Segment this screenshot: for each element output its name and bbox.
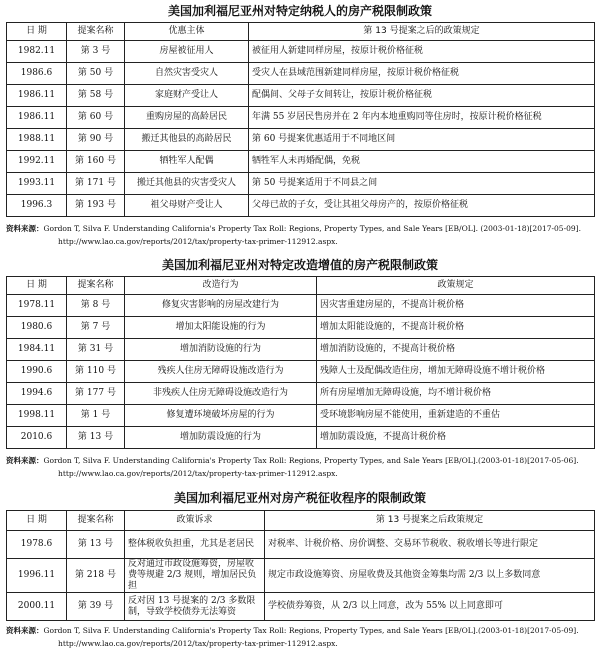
table2-cell: 第 13 号 (67, 427, 125, 449)
table2-source (6, 454, 596, 480)
table1-cell: 自然灾害受灾人 (125, 63, 249, 85)
table1-row (7, 129, 595, 151)
table3-header-proposal: 提案名称 (67, 511, 125, 531)
table1-cell: 1986.6 (7, 63, 67, 85)
table2-row (7, 339, 595, 361)
table3-cell: 2000.11 (7, 593, 67, 621)
table1-header-proposal: 提案名称 (67, 23, 125, 41)
table2-row (7, 317, 595, 339)
table1-cell: 房屋被征用人 (125, 41, 249, 63)
table1-cell: 家庭财产受让人 (125, 85, 249, 107)
table2-cell: 所有房屋增加无障碍设施，均不增计税价格 (317, 383, 595, 405)
table3-cell: 反对通过市政设施筹资，房屋收费等规避 2/3 规则，增加居民负担 (125, 559, 265, 593)
table1-source-line2: http://www.lao.ca.gov/reports/2012/tax/property-tax-primer-112912.aspx. (58, 237, 338, 246)
table3-cell: 第 218 号 (67, 559, 125, 593)
table2-row (7, 383, 595, 405)
table1-row (7, 41, 595, 63)
table2-cell: 增加太阳能设施的，不提高计税价格 (317, 317, 595, 339)
table1-cell: 1986.11 (7, 85, 67, 107)
table2-title: 美国加利福尼亚州对特定改造增值的房产税限制政策 (161, 258, 438, 272)
table1-cell: 年满 55 岁居民售房并在 2 年内本地重购同等住房时，按原计税价格征税 (249, 107, 595, 129)
table1-header-policy: 第 13 号提案之后的政策规定 (249, 23, 595, 41)
table3-title: 美国加利福尼亚州对房产税征收程序的限制政策 (173, 491, 426, 505)
table1-cell: 第 160 号 (67, 151, 125, 173)
table3-cell: 反对因 13 号提案的 2/3 多数限制，导致学校债券无法筹资 (125, 593, 265, 621)
table2-cell: 第 7 号 (67, 317, 125, 339)
table1-row (7, 151, 595, 173)
table1-title: 美国加利福尼亚州对特定纳税人的房产税限制政策 (167, 4, 432, 18)
table2-cell: 增加防震设施的行为 (125, 427, 317, 449)
table2-row (7, 405, 595, 427)
table1-cell: 祖父母财产受让人 (125, 195, 249, 217)
table2-cell: 增加消防设施的行为 (125, 339, 317, 361)
table1-source-label: 资料来源： (6, 224, 44, 233)
table2-cell: 1984.11 (7, 339, 67, 361)
table1-header-date: 日 期 (7, 23, 67, 41)
table2-cell: 增加防震设施，不提高计税价格 (317, 427, 595, 449)
table1-cell: 第 171 号 (67, 173, 125, 195)
table1-cell: 1996.3 (7, 195, 67, 217)
table2-cell: 非残疾人住房无障碍设施改造行为 (125, 383, 317, 405)
table1-cell: 1986.11 (7, 107, 67, 129)
table2-source-label: 资料来源： (6, 456, 44, 465)
table2-cell: 残障人士及配偶改造住房，增加无障碍设施不增计税价格 (317, 361, 595, 383)
table3-cell: 第 13 号 (67, 531, 125, 559)
table3-cell: 整体税收负担重，尤其是老居民 (125, 531, 265, 559)
table1-cell: 重购房屋的高龄居民 (125, 107, 249, 129)
table1-cell: 1988.11 (7, 129, 67, 151)
table1 (6, 22, 595, 217)
table1-cell: 第 50 号提案适用于不同县之间 (249, 173, 595, 195)
table3-cell: 对税率、计税价格、房价调整、交易环节税收、税收增长等进行限定 (265, 531, 595, 559)
table2-cell: 1998.11 (7, 405, 67, 427)
table3-source-line1: Gordon T, Silva F. Understanding California's Property Tax Roll: Regions, Property Types, and Sale Years [EB/OL].(2003-01-18)[2017-05-09]. (43, 626, 579, 635)
table2-cell: 因灾害重建房屋的，不提高计税价格 (317, 295, 595, 317)
table1-cell: 第 90 号 (67, 129, 125, 151)
table2-cell: 第 177 号 (67, 383, 125, 405)
table2-cell: 增加太阳能设施的行为 (125, 317, 317, 339)
table2-source-line2: http://www.lao.ca.gov/reports/2012/tax/property-tax-primer-112912.aspx. (58, 469, 338, 478)
table3-header-policy: 第 13 号提案之后政策规定 (265, 511, 595, 531)
table1-cell: 搬迁其他县的灾害受灾人 (125, 173, 249, 195)
table3-cell: 规定市政设施筹资、房屋收费及其他资金筹集均需 2/3 以上多数同意 (265, 559, 595, 593)
table1-row (7, 107, 595, 129)
table1-cell: 1982.11 (7, 41, 67, 63)
table2-header-row (7, 277, 595, 295)
table2-header-policy: 政策规定 (317, 277, 595, 295)
table1-header-row (7, 23, 595, 41)
table3-source-label: 资料来源： (6, 626, 44, 635)
table2-header-proposal: 提案名称 (67, 277, 125, 295)
table1-cell: 配偶间、父母子女间转让，按原计税价格征税 (249, 85, 595, 107)
table3-source (6, 624, 596, 650)
table2 (6, 276, 595, 449)
table3-cell: 1996.11 (7, 559, 67, 593)
table1-cell: 搬迁其他县的高龄居民 (125, 129, 249, 151)
table2-cell: 第 1 号 (67, 405, 125, 427)
table1-row (7, 195, 595, 217)
table3-header-date: 日 期 (7, 511, 67, 531)
table1-source-line1: Gordon T, Silva F. Understanding California's Property Tax Roll: Regions, Property Types, and Sale Years [EB/OL]. (2003-01-18)[2017-05-09]. (43, 224, 581, 233)
table3-cell: 1978.6 (7, 531, 67, 559)
table2-cell: 修复灾害影响的房屋改建行为 (125, 295, 317, 317)
table3-row (7, 559, 595, 593)
table2-cell: 1994.6 (7, 383, 67, 405)
table2-row (7, 361, 595, 383)
table1-row (7, 173, 595, 195)
table3-header-row (7, 511, 595, 531)
table1-cell: 第 3 号 (67, 41, 125, 63)
table2-row (7, 295, 595, 317)
table3-source-line2: http://www.lao.ca.gov/reports/2012/tax/property-tax-primer-112912.aspx. (58, 639, 338, 648)
table1-source (6, 222, 596, 248)
table2-cell: 修复遭环境破坏房屋的行为 (125, 405, 317, 427)
table2-source-line1: Gordon T, Silva F. Understanding California's Property Tax Roll: Regions, Property Types, and Sale Years [EB/OL].(2003-01-18)[2017-05-06]. (43, 456, 579, 465)
table2-header-date: 日 期 (7, 277, 67, 295)
table1-row (7, 63, 595, 85)
table2-cell: 增加消防设施的，不提高计税价格 (317, 339, 595, 361)
table2-cell: 受环境影响房屋不能使用，重新建造的不重估 (317, 405, 595, 427)
table3 (6, 510, 595, 621)
table2-cell: 残疾人住房无障碍设施改造行为 (125, 361, 317, 383)
table3-row (7, 593, 595, 621)
table1-cell: 受灾人在县域范围新建同样房屋，按原计税价格征税 (249, 63, 595, 85)
table1-cell: 1993.11 (7, 173, 67, 195)
table1-cell: 被征用人新建同样房屋，按原计税价格征税 (249, 41, 595, 63)
table1-cell: 1992.11 (7, 151, 67, 173)
table2-cell: 1990.6 (7, 361, 67, 383)
table1-header-subject: 优惠主体 (125, 23, 249, 41)
table2-cell: 2010.6 (7, 427, 67, 449)
table2-header-action: 改造行为 (125, 277, 317, 295)
table2-cell: 第 8 号 (67, 295, 125, 317)
table3-cell: 第 39 号 (67, 593, 125, 621)
table3-row (7, 531, 595, 559)
table1-cell: 第 60 号 (67, 107, 125, 129)
table2-cell: 1978.11 (7, 295, 67, 317)
table1-cell: 第 193 号 (67, 195, 125, 217)
table2-row (7, 427, 595, 449)
table2-cell: 第 31 号 (67, 339, 125, 361)
table1-row (7, 85, 595, 107)
table2-cell: 1980.6 (7, 317, 67, 339)
table1-cell: 牺牲军人未再婚配偶，免税 (249, 151, 595, 173)
table1-cell: 父母已故的子女，受让其祖父母房产的，按原价格征税 (249, 195, 595, 217)
table1-cell: 牺牲军人配偶 (125, 151, 249, 173)
table3-cell: 学校债券筹资，从 2/3 以上同意，改为 55% 以上同意即可 (265, 593, 595, 621)
table1-cell: 第 58 号 (67, 85, 125, 107)
table3-header-appeal: 政策诉求 (125, 511, 265, 531)
table2-cell: 第 110 号 (67, 361, 125, 383)
table1-cell: 第 50 号 (67, 63, 125, 85)
table1-cell: 第 60 号提案优惠适用于不同地区间 (249, 129, 595, 151)
